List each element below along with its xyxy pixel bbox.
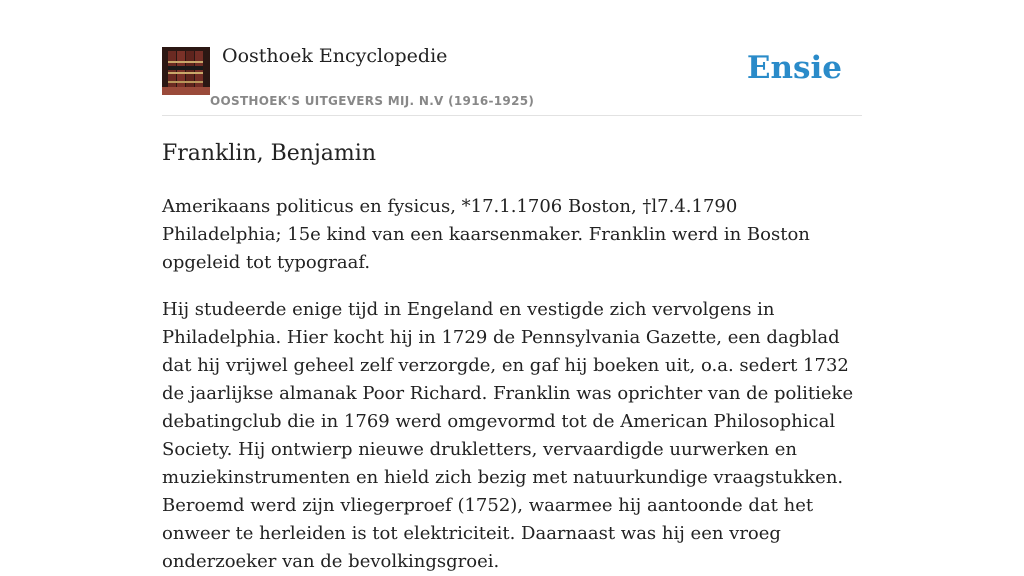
source-subtitle: OOSTHOEK'S UITGEVERS MIJ. N.V (1916-1925) xyxy=(210,94,535,108)
brand-logo[interactable]: Ensie xyxy=(746,50,842,86)
article-title: Franklin, Benjamin xyxy=(162,141,376,166)
header xyxy=(162,0,862,116)
article-paragraph: Hij studeerde enige tijd in Engeland en vestigde zich vervolgens in Philadelphia. Hier kocht hij in 1729 de Pennsylvania Gazette, een dagblad dat hij vrijwel geheel zelf verzorgde, en gaf hij boeken uit, o.a. sedert 1732 de jaarlijkse almanak Poor Richard. Franklin was oprichter van de politieke debatingclub die in 1769 werd omgevormd tot de American Philosophical Society. Hij ontwierp nieuwe drukletters, vervaardigde uurwerken en muziekinstrumenten en hield zich bezig met natuurkundige vraagstukken. Beroemd werd zijn vliegerproef (1752), waarmee hij aantoonde dat het onweer te herleiden is tot elektriciteit. Daarnaast was hij een vroeg onderzoeker van de bevolkingsgroei. xyxy=(162,299,854,572)
article xyxy=(162,138,862,576)
article-paragraph: Amerikaans politicus en fysicus, *17.1.1706 Boston, †l7.4.1790 Philadelphia; 15e kind van een kaarsenmaker. Franklin werd in Boston opgeleid tot typograaf. xyxy=(162,196,810,273)
source-name[interactable]: Oosthoek Encyclopedie xyxy=(222,45,448,67)
encyclopedia-books-icon[interactable] xyxy=(162,47,210,95)
